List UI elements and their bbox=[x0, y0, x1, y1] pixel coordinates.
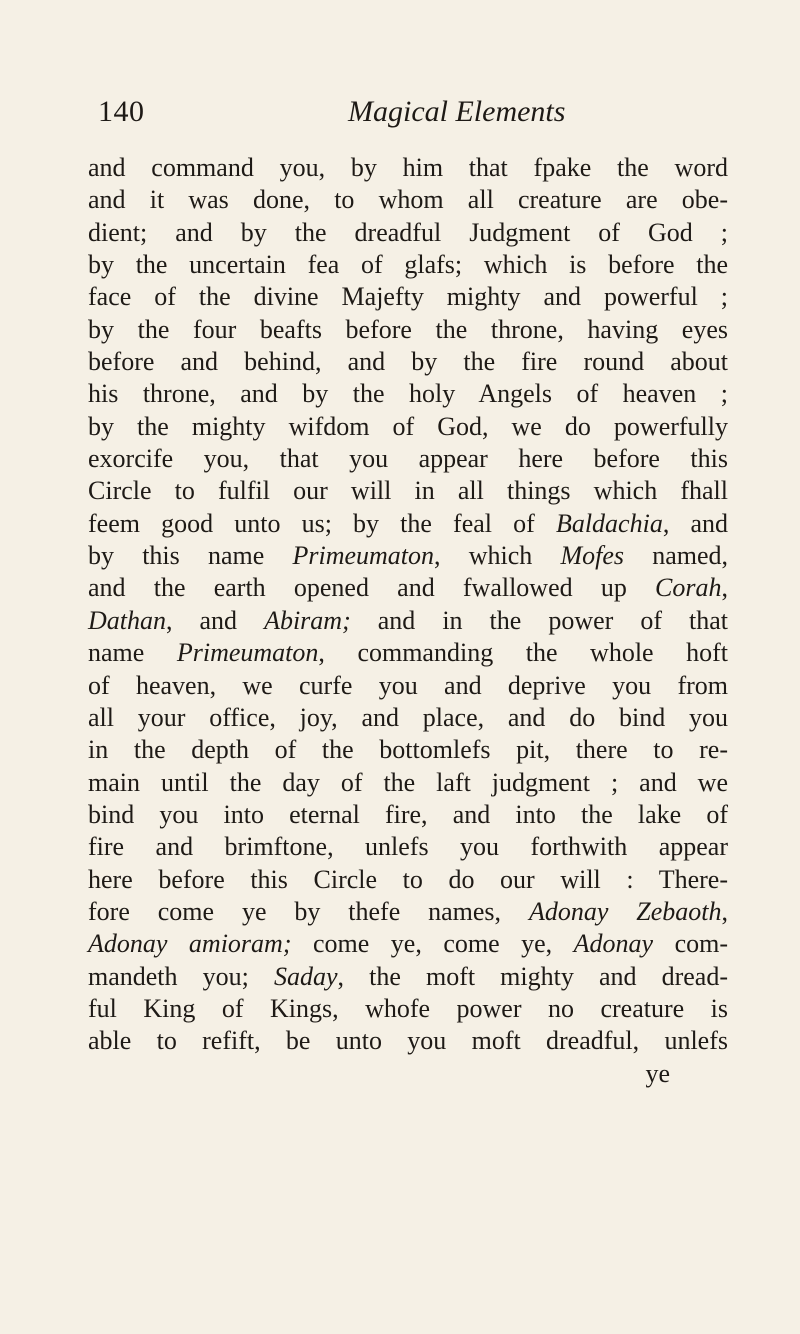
italic-text: Mofes bbox=[560, 541, 624, 571]
text-line bbox=[88, 637, 728, 669]
italic-text: Adonay amioram; bbox=[88, 929, 292, 959]
text-line bbox=[88, 993, 728, 1025]
text-segment: come ye, come ye, bbox=[291, 929, 574, 959]
text-line bbox=[88, 767, 728, 799]
running-title: Magical Elements bbox=[348, 95, 566, 128]
text-line bbox=[88, 475, 728, 507]
text-segment: in the depth of the bottomlefs pit, there to re- bbox=[88, 735, 728, 765]
italic-text: Primeumaton bbox=[292, 541, 435, 571]
text-segment: and the earth opened and fwallowed up bbox=[88, 573, 656, 603]
text-segment: by this name bbox=[88, 541, 293, 571]
text-segment: and in the power of that bbox=[350, 605, 728, 635]
text-segment: feem good unto us; by the feal of bbox=[88, 508, 556, 538]
body-text bbox=[88, 152, 728, 1090]
text-segment: named, bbox=[624, 541, 728, 571]
page-number: 140 bbox=[98, 95, 145, 128]
text-segment: , commanding the whole hoft bbox=[318, 638, 729, 668]
text-segment: and it was done, to whom all creature are obe- bbox=[88, 185, 728, 215]
text-line bbox=[88, 314, 728, 346]
text-line bbox=[88, 670, 728, 702]
text-segment: com- bbox=[653, 929, 729, 959]
text-segment: before and behind, and by the fire round about bbox=[88, 347, 728, 377]
text-segment: , bbox=[721, 896, 728, 926]
text-segment: his throne, and by the holy Angels of heaven ; bbox=[88, 379, 728, 409]
text-segment: fire and brimftone, unlefs you forthwith appear bbox=[88, 832, 728, 862]
text-segment: , and bbox=[166, 605, 265, 635]
text-line bbox=[88, 572, 728, 604]
text-segment: , which bbox=[434, 541, 561, 571]
text-line bbox=[88, 411, 728, 443]
text-segment: Circle to fulfil our will in all things which fhall bbox=[88, 476, 728, 506]
text-line bbox=[88, 864, 728, 896]
text-segment: bind you into eternal fire, and into the lake of bbox=[88, 799, 728, 829]
text-line bbox=[88, 443, 728, 475]
text-segment: of heaven, we curfe you and deprive you from bbox=[88, 670, 728, 700]
italic-text: Adonay bbox=[573, 929, 654, 959]
text-line bbox=[88, 540, 728, 572]
italic-text: Saday bbox=[273, 961, 338, 991]
italic-text: Primeumaton bbox=[176, 638, 319, 668]
text-segment: and command you, by him that fpake the word bbox=[88, 153, 728, 182]
text-line bbox=[88, 249, 728, 281]
italic-text: Adonay Zebaoth bbox=[528, 896, 722, 926]
text-segment: by the uncertain fea of glafs; which is before the bbox=[88, 250, 728, 280]
text-line bbox=[88, 1025, 728, 1057]
text-line bbox=[88, 346, 728, 378]
text-segment: face of the divine Majefty mighty and powerful ; bbox=[88, 282, 728, 312]
text-segment: name bbox=[88, 638, 177, 668]
text-line bbox=[88, 799, 728, 831]
italic-text: Baldachia bbox=[555, 508, 663, 538]
text-line bbox=[88, 928, 728, 960]
text-segment: able to refift, be unto you moft dreadful, unlefs bbox=[88, 1026, 728, 1056]
text-line bbox=[88, 896, 728, 928]
text-line bbox=[88, 508, 728, 540]
text-line bbox=[88, 961, 728, 993]
text-segment: , bbox=[721, 573, 728, 603]
text-segment: , and bbox=[662, 508, 728, 538]
italic-text: Dathan bbox=[88, 605, 166, 635]
italic-text: Corah bbox=[655, 573, 722, 603]
text-segment: here before this Circle to do our will : There- bbox=[88, 864, 728, 894]
text-line bbox=[88, 184, 728, 216]
text-segment: by the mighty wifdom of God, we do powerfully bbox=[88, 411, 728, 441]
text-line bbox=[88, 378, 728, 410]
text-line bbox=[88, 152, 728, 184]
text-line bbox=[88, 217, 728, 249]
text-segment: dient; and by the dreadful Judgment of God ; bbox=[88, 217, 728, 247]
text-line bbox=[88, 702, 728, 734]
text-segment: exorcife you, that you appear here before this bbox=[88, 444, 728, 474]
text-segment: all your office, joy, and place, and do bind you bbox=[88, 702, 728, 732]
text-segment: main until the day of the laft judgment ; and we bbox=[88, 767, 728, 797]
text-segment: mandeth you; bbox=[88, 961, 274, 991]
text-segment: ye bbox=[645, 1058, 670, 1088]
text-line bbox=[88, 1058, 728, 1090]
text-segment: , the moft mighty and dread- bbox=[337, 961, 728, 991]
text-segment: fore come ye by thefe names, bbox=[88, 896, 529, 926]
text-line bbox=[88, 734, 728, 766]
text-line bbox=[88, 605, 728, 637]
text-line bbox=[88, 831, 728, 863]
text-line bbox=[88, 281, 728, 313]
text-segment: by the four beafts before the throne, having eyes bbox=[88, 314, 728, 344]
italic-text: Abiram; bbox=[264, 605, 351, 635]
page-header bbox=[98, 95, 698, 135]
text-segment: ful King of Kings, whofe power no creature is bbox=[88, 993, 728, 1023]
